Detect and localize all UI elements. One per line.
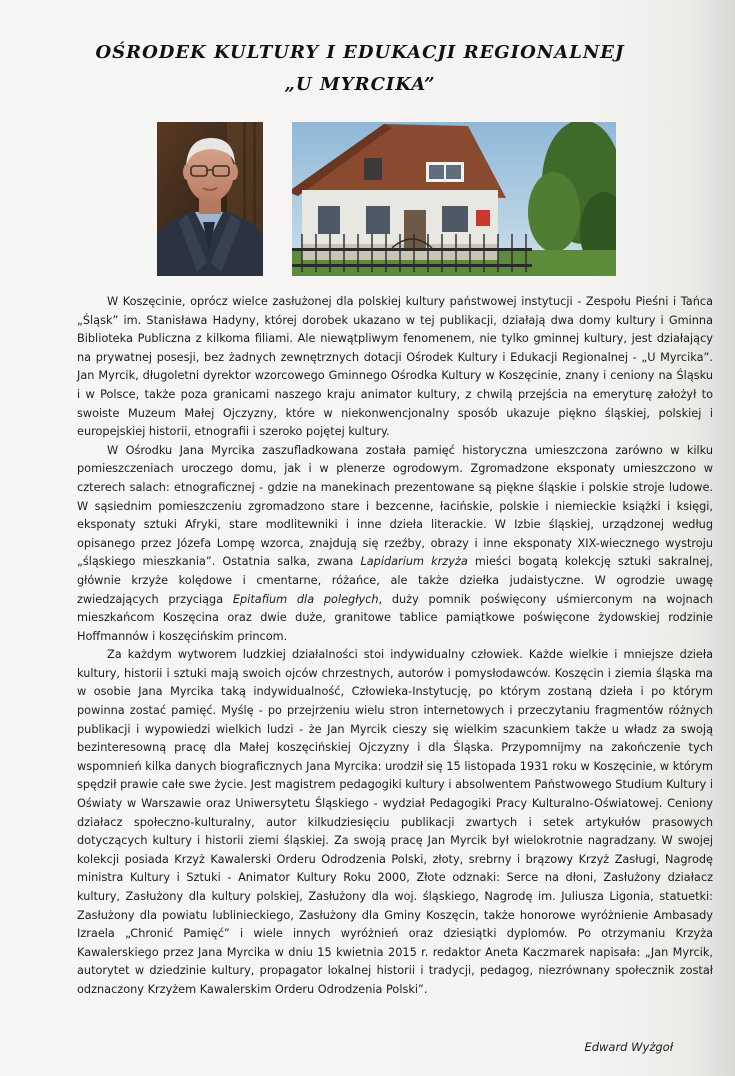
house-photo xyxy=(292,122,616,276)
paragraph-1 xyxy=(77,293,713,442)
article-body xyxy=(77,293,713,1000)
page-subtitle: „U MYRCIKA” xyxy=(284,74,436,95)
portrait-photo xyxy=(157,122,263,276)
paragraph-text: W Ośrodku Jana Myrcika zaszufladkowana została pamięć historyczna umieszczona zarówno w kilku pomieszczeniach uroczego domu, jak i w plenerze ogrodowym. Zgromadzone eksponaty umieszczono w czterech salach: etnograficznej - gdzie na manekinach prezentowane są piękne śląskie i polskie stroje ludowe. W sąsiednim pomieszczeniu zgromadzono stare i bezcenne, łacińskie, polskie i niemieckie książki i księgi, eksponaty sztuki Afryki, stare modlitewniki i inne dzieła literackie. W Izbie śląskiej, urządzonej według opisanego przez Józefa Lompę wzorca, znajdują się rzeźby, obrazy i inne eksponaty XIX-wiecznego wystroju „śląskiego mieszkania”. Ostatnia salka, zwana xyxy=(77,443,713,569)
paragraph-2 xyxy=(77,442,713,647)
paragraph-text: Za każdym wytworem ludzkiej działalności stoi indywidualny człowiek. Każde wielkie i mniejsze dzieła kultury, historii i sztuki mają swoich ojców chrzestnych, autorów i pomysłodawców. Koszęcin i ziemia śląska ma w osobie Jana Myrcika taką indywidualność, Człowieka-Instytucję, po którym zostaną dzieła i po którym powinna zostać pamięć. Myślę - po przejrzeniu wielu stron internetowych i przeczytaniu fragmentów różnych publikacji i wypowiedzi wielkich ludzi - że Jan Myrcik cieszy się wielkim szacunkiem także u władz za swoją bezinteresowną pracę dla Małej koszęcińskiej Ojczyzny i dla Śląska. Przypomnijmy na zakończenie tych wspomnień kilka danych biograficznych Jana Myrcika: urodził się 15 listopada 1931 roku w Koszęcinie, w którym spędził prawie całe swe życie. Jest magistrem pedagogiki kultury i absolwentem Państwowego Studium Kultury i Oświaty w Warszawie oraz Uniwersytetu Śląskiego - wydział Pedagogiki Pracy Kulturalno-Oświatowej. Ceniony działacz społeczno-kulturalny, autor kilkudziesięciu publikacji zwartych i setek artykułów prasowych dotyczących kultury i historii ziemi śląskiej. Za swoją pracę Jan Myrcik był wielokrotnie nagradzany. W swojej kolekcji posiada Krzyż Kawalerski Orderu Odrodzenia Polski, złoty, srebrny i brązowy Krzyż Zasługi, Nagrodę ministra Kultury i Sztuki - Animator Kultury Roku 2000, Złote odznaki: Serce na dłoni, Zasłużony działacz kultury, Zasłużony dla kultury polskiej, Zasłużony dla woj. śląskiego, Nagrodę im. Juliusza Ligonia, statuetki: Zasłużony dla powiatu lublinieckiego, Zasłużony dla Gminy Koszęcin, także honorowe wyróżnienie Ambasady Izraela „Chronić Pamięć” i wiele innych wyróżnień oraz dziesiątki dyplomów. Po otrzymaniu Krzyża Kawalerskiego przez Jana Myrcika w dniu 15 kwietnia 2015 r. redaktor Aneta Kaczmarek napisała: „Jan Myrcik, autorytet w dziedzinie kultury, propagator lokalnej historii i tradycji, pedagog, niezrównany społecznik został odznaczony Krzyżem Kawalerskim Orderu Odrodzenia Polski”. xyxy=(77,648,713,996)
page-title: OŚRODEK KULTURY I EDUKACJI REGIONALNEJ xyxy=(95,42,625,63)
paragraph-text: , duży pomnik poświęcony uśmierconym na wojnach mieszkańcom Koszęcina oraz dwie duże, granitowe tablice pamiątkowe poświęcone żydowskiej rodzinie Hoffmannów i koszęcińskim princom. xyxy=(77,592,714,643)
paragraph-text: W Koszęcinie, oprócz wielce zasłużonej dla polskiej kultury państwowej instytucji - Zespołu Pieśni i Tańca „Śląsk” im. Stanisława Hadyny, której dorobek ukazano w tej publikacji, działają dwa domy kultury i Gminna Biblioteka Publiczna z kilkoma filiami. Ale niewątpliwym fenomenem, nie tylko gminnej kultury, jest działający na prywatnej posesji, bez żadnych zewnętrznych dotacji Ośrodek Kultury i Edukacji Regionalnej - „U Myrcika”. Jan Myrcik, długoletni dyrektor wzorcowego Gminnego Ośrodka Kultury w Koszęcinie, znany i ceniony na Śląsku i w Polsce, także poza granicami naszego kraju animator kultury, z chwilą przejścia na emeryturę założył to swoiste Muzeum Małej Ojczyzny, które w niekonwencjonalny sposób ukazuje piękno śląskiej, polskiej i europejskiej historii, etnografii i szeroko pojętej kultury. xyxy=(77,295,713,439)
paragraph-text: mieści bogatą kolekcję sztuki sakralnej, głównie krzyże kolędowe i cmentarne, różańce, ale także dziełka judaistyczne. W ogrodzie uwagę zwiedzających przyciąga xyxy=(77,555,714,606)
author-signature: Edward Wyżgoł xyxy=(584,1040,673,1054)
italic-title-text: Lapidarium krzyża xyxy=(360,555,468,569)
italic-title-text: Epitafium dla poległych xyxy=(232,592,379,606)
paragraph-3 xyxy=(77,646,713,999)
